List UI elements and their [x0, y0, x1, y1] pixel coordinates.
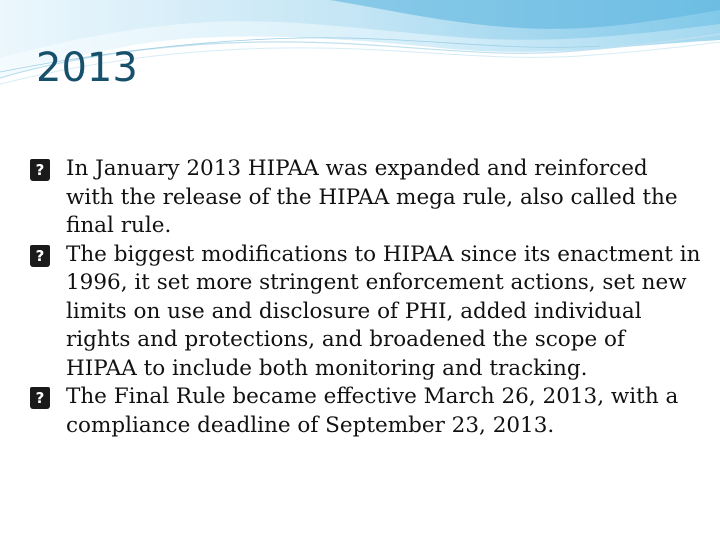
missing-glyph-bullet-icon — [30, 159, 50, 181]
bullet-text: The biggest modifications to HIPAA since its enactment in 1996, it set more stringent enforcement actions, set new limits on use and disclosure of PHI, added individual rights and protections, and broadened the scope of HIPAA to include both monitoring and tracking. — [66, 241, 701, 381]
bullet-text: The Final Rule became effective March 26, 2013, with a compliance deadline of September 23, 2013. — [66, 384, 679, 438]
slide-title: 2013 — [36, 45, 138, 91]
bullet-item — [30, 155, 702, 241]
bullet-list — [30, 155, 702, 440]
bullet-item — [30, 241, 702, 384]
missing-glyph-bullet-icon — [30, 387, 50, 409]
bullet-item — [30, 383, 702, 440]
missing-glyph-bullet-icon — [30, 245, 50, 267]
bullet-text: In January 2013 HIPAA was expanded and reinforced with the release of the HIPAA mega rule, also called the final rule. — [66, 156, 678, 238]
